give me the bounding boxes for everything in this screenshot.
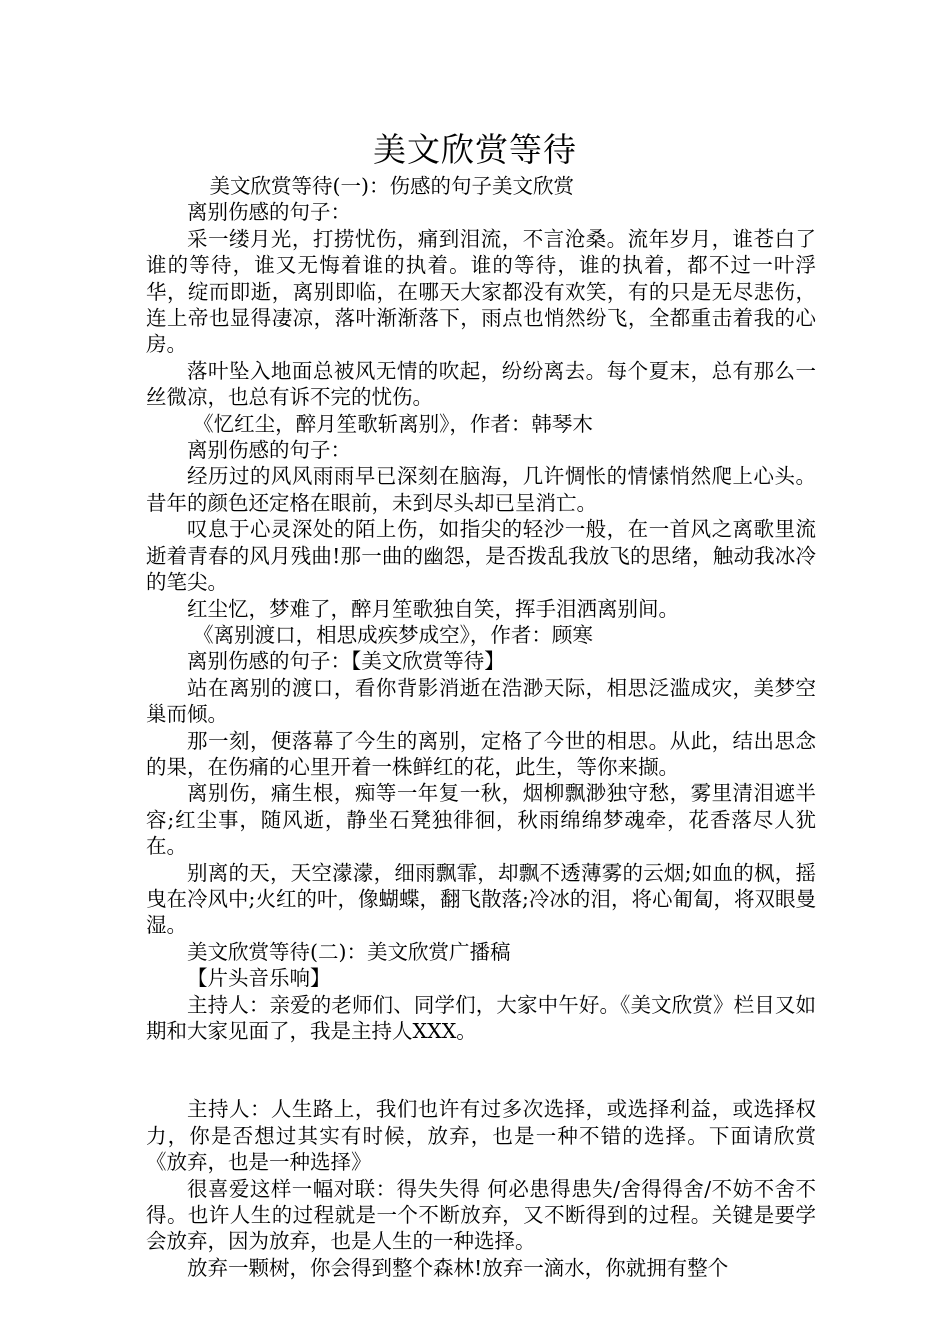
paragraph-gap	[146, 1044, 816, 1096]
paragraph: 很喜爱这样一幅对联：得失失得 何必患得患失/舍得得舍/不妨不舍不得。也许人生的过程就是一个不断放弃，又不断得到的过程。关键是要学会放弃，因为放弃，也是人生的一种选择。	[146, 1176, 816, 1254]
paragraph: 主持人：人生路上，我们也许有过多次选择，或选择利益，或选择权力，你是否想过其实有时候，放弃，也是一种不错的选择。下面请欣赏《放弃，也是一种选择》	[146, 1097, 816, 1175]
section-heading: 美文欣赏等待(二)：美文欣赏广播稿	[187, 939, 511, 964]
paragraph: 放弃一颗树，你会得到整个森林!放弃一滴水，你就拥有整个	[187, 1255, 729, 1280]
paragraph: 主持人：亲爱的老师们、同学们，大家中午好。《美文欣赏》栏目又如期和大家见面了，我是主持人XXX。	[146, 992, 816, 1043]
paragraph: 离别伤感的句子：【美文欣赏等待】	[187, 649, 505, 674]
paragraph: 离别伤，痛生根，痴等一年复一秋，烟柳飘渺独守愁，雾里清泪遮半容;红尘事，随风逝，静坐石凳独徘徊，秋雨绵绵梦魂牵，花香落尽人犹在。	[146, 781, 816, 859]
paragraph: 离别伤感的句子：	[187, 438, 351, 463]
paragraph: 《忆红尘，醉月笙歌斩离别》，作者：韩琴木	[193, 411, 593, 436]
section-heading: 美文欣赏等待(一)：伤感的句子美文欣赏	[209, 174, 575, 198]
paragraph: 落叶坠入地面总被风无情的吹起，纷纷离去。每个夏末，总有那么一丝微凉，也总有诉不完的忧伤。	[146, 358, 816, 410]
document-body	[146, 173, 816, 1281]
paragraph: 采一缕月光，打捞忧伤，痛到泪流，不言沧桑。流年岁月，谁苍白了谁的等待，谁又无悔着谁的执着。谁的等待，谁的执着，都不过一叶浮华，绽而即逝，离别即临，在哪天大家都没有欢笑，有的只是无尽悲伤，连上帝也显得凄凉，落叶渐渐落下，雨点也悄然纷飞，全都重击着我的心房。	[146, 226, 816, 357]
paragraph: 离别伤感的句子：	[187, 200, 351, 225]
paragraph: 红尘忆，梦难了，醉月笙歌独自笑，挥手泪洒离别间。	[187, 596, 679, 621]
document-title: 美文欣赏等待	[373, 130, 577, 169]
paragraph: 别离的天，天空濛濛，细雨飘霏，却飘不透薄雾的云烟;如血的枫，摇曳在冷风中;火红的叶，像蝴蝶，翻飞散落;冷冰的泪，将心匍匐，将双眼曼湿。	[146, 860, 816, 938]
paragraph: 【片头音乐响】	[187, 966, 331, 991]
paragraph: 那一刻，便落幕了今生的离别，定格了今世的相思。从此，结出思念的果，在伤痛的心里开着一株鲜红的花，此生，等你来撷。	[146, 728, 816, 779]
paragraph: 《离别渡口，相思成疾梦成空》，作者：顾寒	[193, 622, 593, 647]
paragraph: 叹息于心灵深处的陌上伤，如指尖的轻沙一般，在一首风之离歌里流逝着青春的风月残曲!那一曲的幽怨，是否拨乱我放飞的思绪，触动我冰冷的笔尖。	[146, 517, 816, 595]
paragraph: 经历过的风风雨雨早已深刻在脑海，几许惆怅的情愫悄然爬上心头。昔年的颜色还定格在眼前，未到尽头却已呈消亡。	[146, 464, 816, 515]
paragraph: 站在离别的渡口，看你背影消逝在浩渺天际，相思泛滥成灾，美梦空巢而倾。	[146, 675, 816, 727]
